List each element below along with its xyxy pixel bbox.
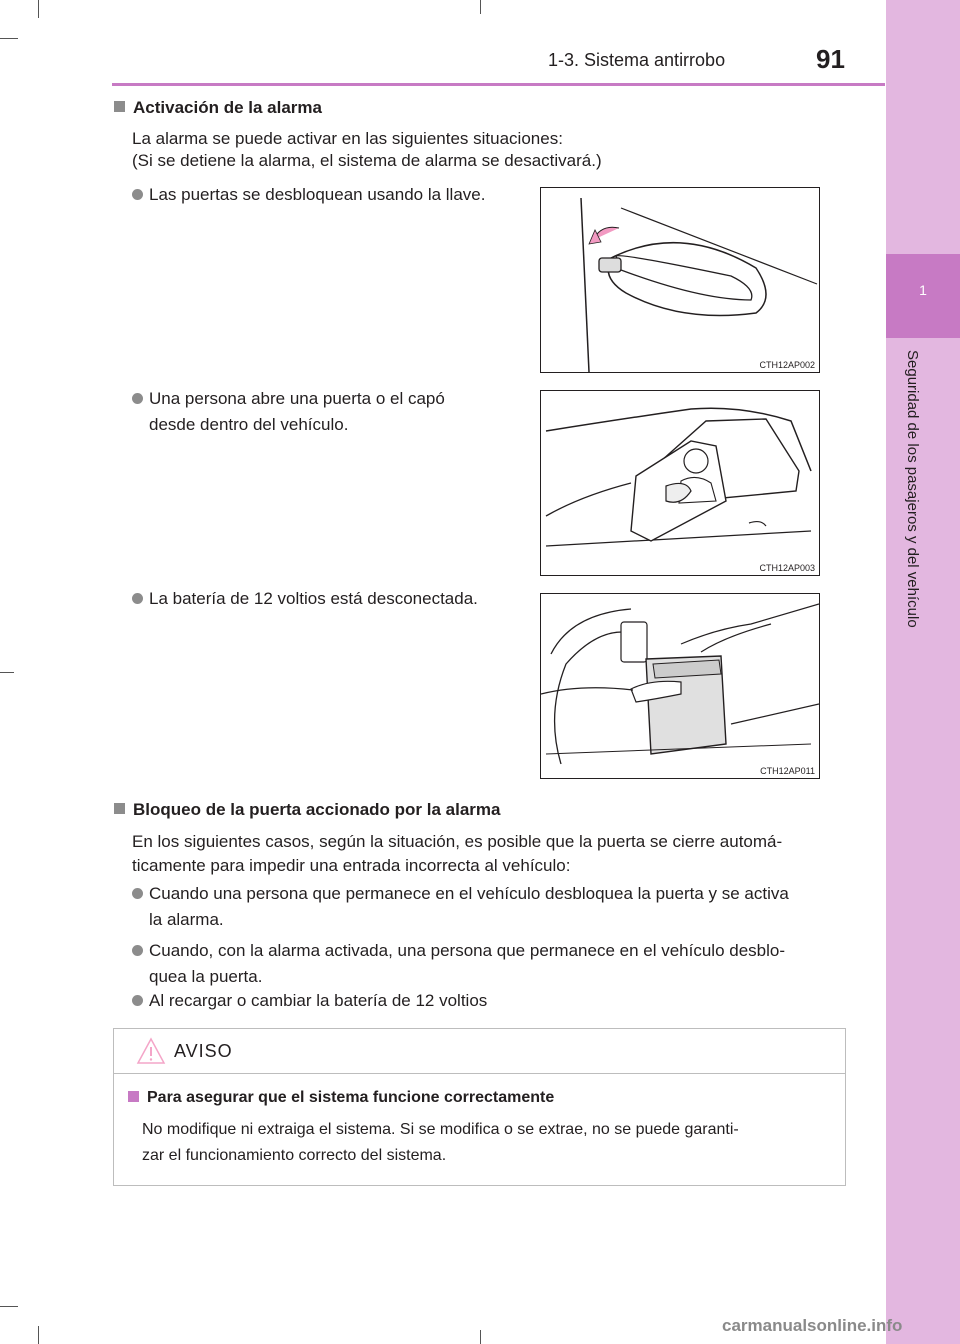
- warning-header: [114, 1029, 845, 1074]
- intro-line: La alarma se puede activar en las siguientes situaciones:: [132, 129, 563, 148]
- square-bullet-icon: [128, 1091, 139, 1102]
- chapter-title: Seguridad de los pasajeros y del vehículo: [904, 350, 921, 628]
- bullet-text: Cuando una persona que permanece en el vehículo desbloquea la puerta y se activa: [149, 884, 789, 903]
- warning-line: zar el funcionamiento correcto del sistema.: [142, 1147, 447, 1164]
- crop-mark: [0, 672, 14, 673]
- warning-line: No modifique ni extraiga el sistema. Si se modifica o se extrae, no se puede garanti-: [142, 1121, 739, 1138]
- warning-subheading: [128, 1089, 554, 1107]
- round-bullet-icon: [132, 995, 143, 1006]
- figure-battery-disconnect: [540, 593, 820, 779]
- crop-mark: [38, 1326, 39, 1344]
- section-intro: [132, 128, 602, 172]
- bullet-text: Las puertas se desbloquean usando la llave.: [149, 185, 486, 204]
- crop-mark: [480, 0, 481, 14]
- list-item: [132, 938, 785, 990]
- bullet-text: quea la puerta.: [149, 967, 263, 986]
- list-item: [132, 881, 789, 933]
- square-bullet-icon: [114, 803, 125, 814]
- crop-mark: [38, 0, 39, 18]
- figure-code: CTH12AP011: [760, 766, 815, 776]
- bullet-text: Una persona abre una puerta o el capó: [149, 389, 445, 408]
- round-bullet-icon: [132, 393, 143, 404]
- round-bullet-icon: [132, 189, 143, 200]
- figure-code: CTH12AP002: [759, 360, 815, 370]
- intro-line: (Si se detiene la alarma, el sistema de alarma se desactivará.): [132, 151, 602, 170]
- list-item: [132, 988, 487, 1014]
- warning-text: [142, 1117, 832, 1169]
- warning-label: AVISO: [174, 1041, 233, 1061]
- intro-line: En los siguientes casos, según la situación, es posible que la puerta se cierre automá-: [132, 832, 783, 851]
- figure-person-inside-car: [540, 390, 820, 576]
- list-item: [132, 182, 485, 208]
- warning-box: [113, 1028, 846, 1186]
- round-bullet-icon: [132, 888, 143, 899]
- watermark: carmanualsonline.info: [722, 1316, 903, 1335]
- warning-triangle-icon: [136, 1037, 166, 1065]
- figure-code: CTH12AP003: [759, 563, 815, 573]
- round-bullet-icon: [132, 593, 143, 604]
- intro-line: ticamente para impedir una entrada incorrecta al vehículo:: [132, 856, 571, 875]
- section-title: 1-3. Sistema antirrobo: [548, 50, 726, 70]
- header-rule: [112, 83, 885, 86]
- section-heading-door-lock: [114, 800, 500, 820]
- section-intro: [132, 830, 782, 878]
- figure-door-key: [540, 187, 820, 373]
- crop-mark: [480, 1330, 481, 1344]
- chapter-side-tab: [886, 0, 960, 1344]
- bullet-text: Cuando, con la alarma activada, una persona que permanece en el vehículo desblo-: [149, 941, 786, 960]
- heading-text: Activación de la alarma: [133, 98, 322, 117]
- chapter-number: 1: [919, 282, 927, 298]
- page-number: 91: [816, 44, 845, 74]
- list-item: [132, 586, 478, 612]
- crop-mark: [0, 38, 18, 39]
- square-bullet-icon: [114, 101, 125, 112]
- section-heading-alarm: [114, 98, 322, 118]
- list-item: [132, 386, 520, 438]
- warning-subheading-text: Para asegurar que el sistema funcione correctamente: [147, 1089, 555, 1106]
- bullet-text: desde dentro del vehículo.: [149, 415, 349, 434]
- bullet-text: Al recargar o cambiar la batería de 12 voltios: [149, 991, 488, 1010]
- bullet-text: la alarma.: [149, 910, 224, 929]
- round-bullet-icon: [132, 945, 143, 956]
- bullet-text: La batería de 12 voltios está desconectada.: [149, 589, 478, 608]
- crop-mark: [0, 1306, 18, 1307]
- heading-text: Bloqueo de la puerta accionado por la alarma: [133, 800, 501, 819]
